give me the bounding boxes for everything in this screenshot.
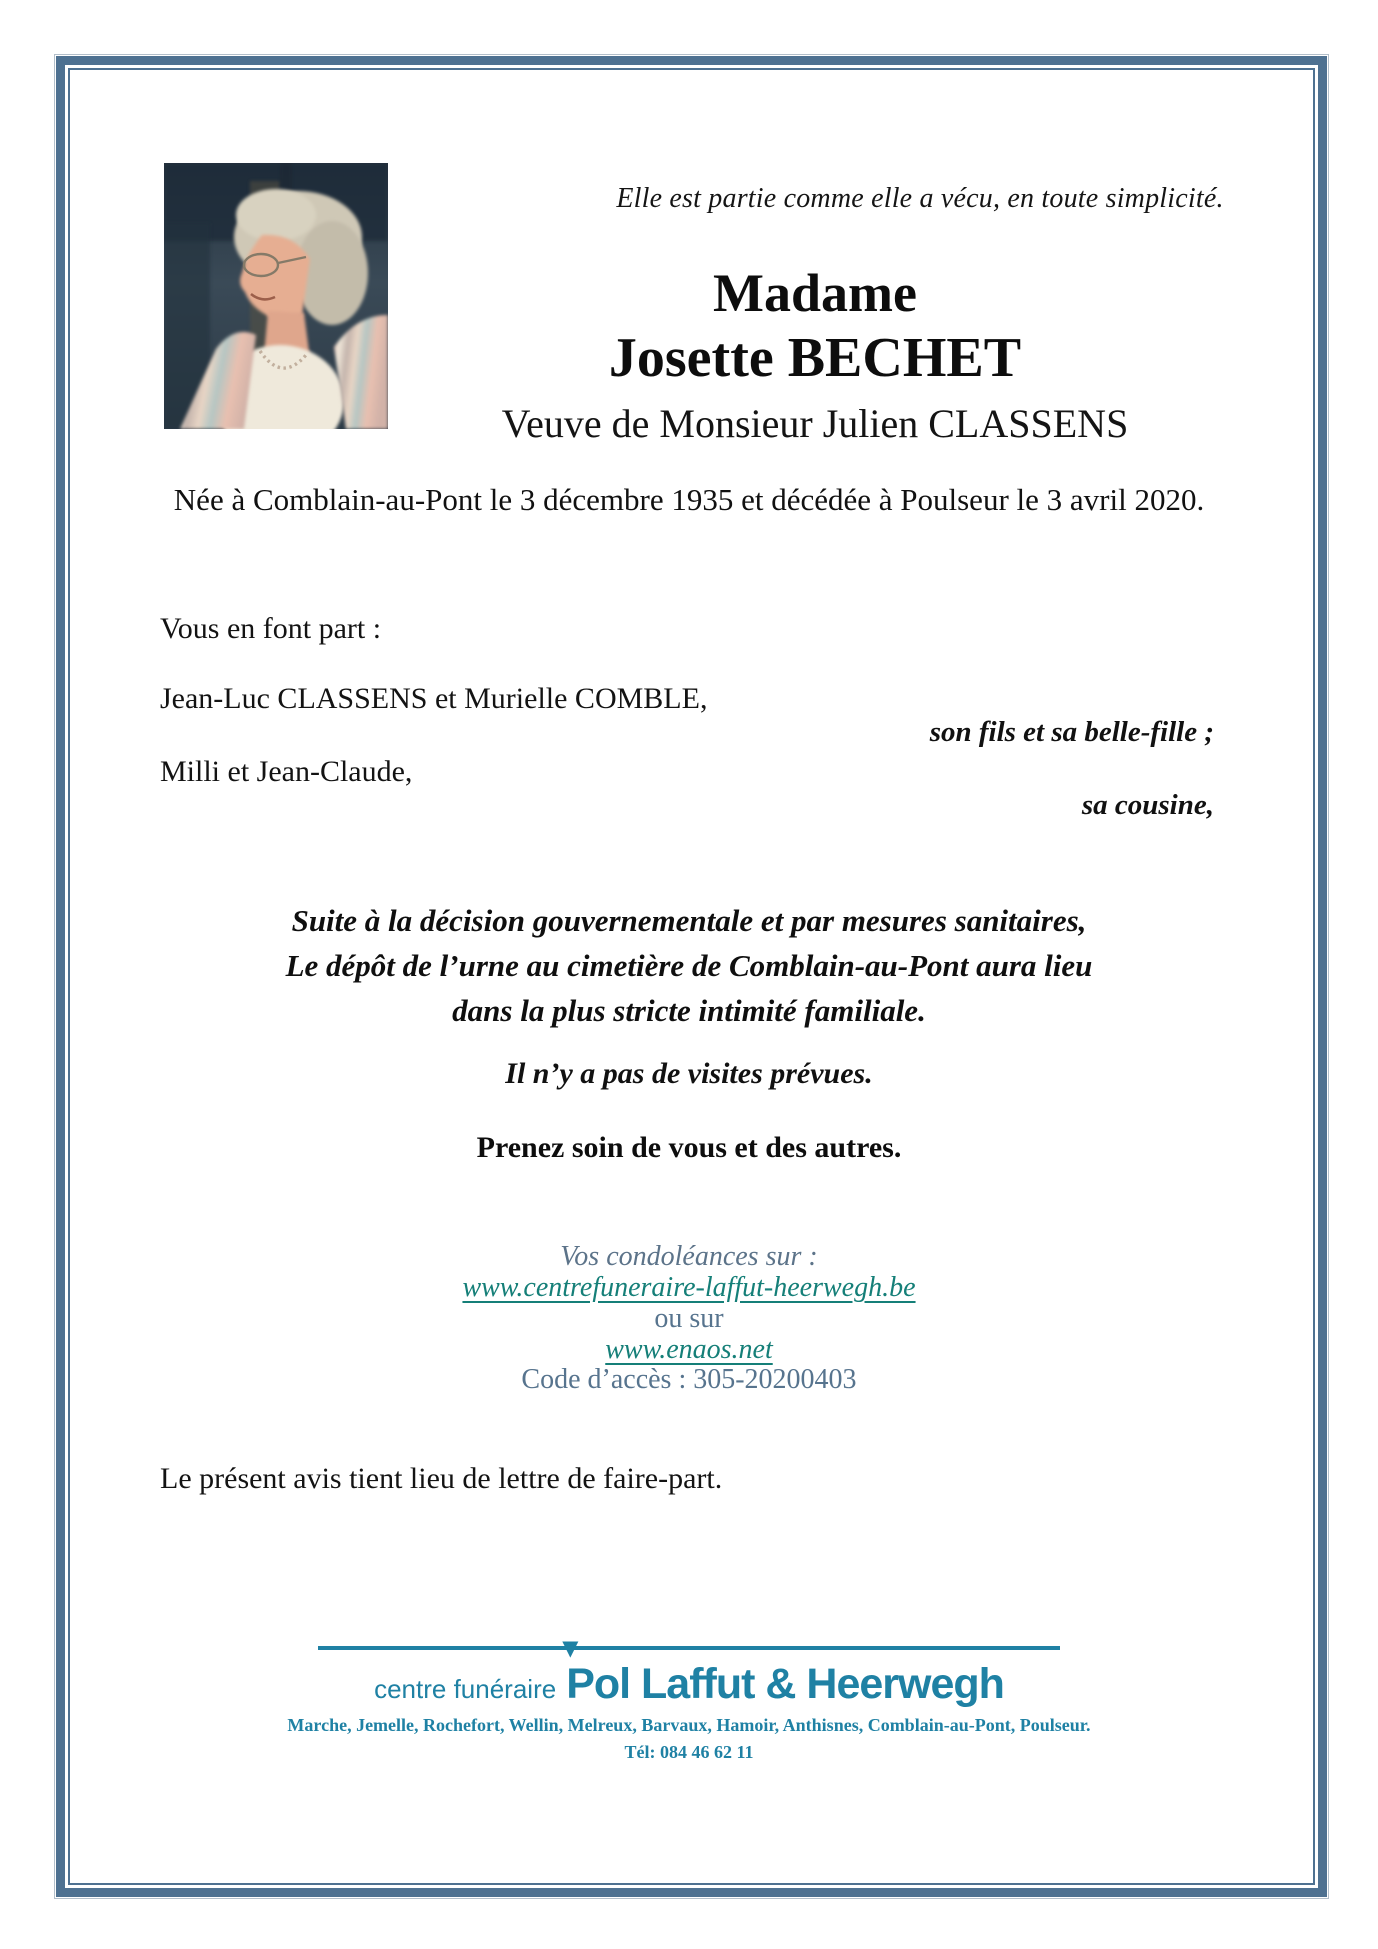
access-code-line: Code d’accès : 305-20200403 <box>521 1364 857 1395</box>
condolences-separator: ou sur <box>654 1303 724 1334</box>
brand-name-text: Pol Laffut & Heerwegh <box>566 1660 1004 1708</box>
funeral-home-logo <box>60 1636 1318 1709</box>
sanitary-notice-line: dans la plus stricte intimité familiale. <box>452 993 926 1028</box>
title-salutation: Madame <box>713 263 917 323</box>
announcement-intro: Vous en font part : <box>160 612 382 645</box>
brand-prefix: centre funéraire <box>374 1674 557 1704</box>
opening-quote: Elle est partie comme elle a vécu, en toute simplicité. <box>616 183 1224 214</box>
centrefuneraire-link[interactable]: www.centrefuneraire-laffut-heerwegh.be <box>462 1272 916 1303</box>
family-member-relation: sa cousine, <box>1081 789 1214 821</box>
footer-locations: Marche, Jemelle, Rochefort, Wellin, Melreux, Barvaux, Hamoir, Anthisnes, Comblain-au-Pont, Poulseur. <box>287 1715 1091 1735</box>
family-member-names: Milli et Jean-Claude, <box>160 755 413 788</box>
no-visits-line: Il n’y a pas de visites prévues. <box>505 1057 873 1090</box>
sanitary-notice <box>60 898 1318 1033</box>
enaos-link[interactable]: www.enaos.net <box>605 1334 773 1365</box>
footer-phone: Tél: 084 46 62 11 <box>624 1742 754 1762</box>
care-line: Prenez soin de vous et des autres. <box>476 1131 902 1164</box>
sanitary-notice-line: Le dépôt de l’urne au cimetière de Comblain-au-Pont aura lieu <box>285 948 1093 983</box>
condolences-website-link <box>60 1272 1318 1304</box>
footer-divider <box>318 1646 1060 1650</box>
condolences-intro: Vos condoléances sur : <box>560 1241 818 1272</box>
birth-death-line: Née à Comblain-au-Pont le 3 décembre 1935 et décédée à Poulseur le 3 avril 2020. <box>173 482 1205 517</box>
sanitary-notice-line: Suite à la décision gouvernementale et par mesures sanitaires, <box>291 903 1087 938</box>
deceased-name: Josette BECHET <box>608 327 1022 389</box>
letter-notice-line: Le présent avis tient lieu de lettre de faire-part. <box>160 1462 723 1495</box>
brand-name <box>562 1636 1004 1708</box>
widow-line: Veuve de Monsieur Julien CLASSENS <box>501 401 1129 446</box>
condolences-website-link <box>60 1334 1318 1366</box>
family-member-relation: son fils et sa belle-fille ; <box>929 716 1214 748</box>
logo-triangle-icon: ▼ <box>562 1636 578 1660</box>
family-member-names: Jean-Luc CLASSENS et Murielle COMBLE, <box>160 682 708 715</box>
